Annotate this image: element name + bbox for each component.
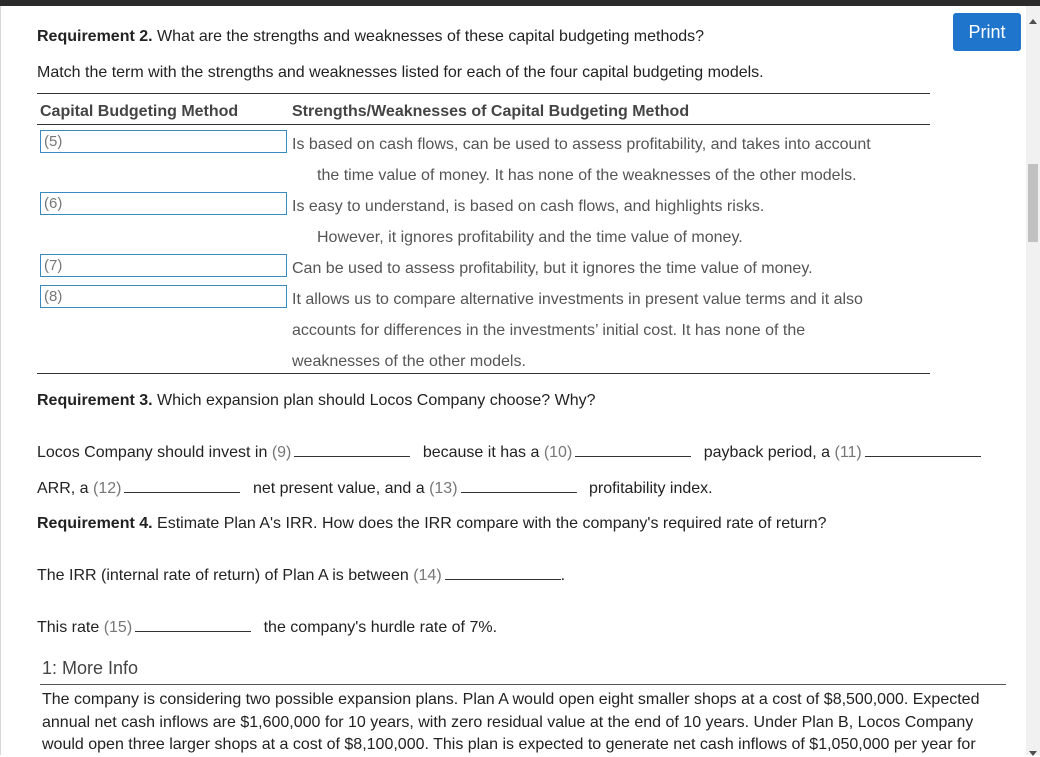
row8-desc-line3: weaknesses of the other models. [292, 353, 526, 370]
blank-label-12: (12) [93, 480, 122, 497]
answer-blank-10[interactable] [575, 442, 691, 457]
answer-blank-15[interactable] [135, 617, 251, 632]
method-select-6[interactable]: (6) [40, 192, 287, 215]
left-border [0, 6, 1, 755]
blank-label-11: (11) [834, 444, 862, 461]
scroll-thumb[interactable] [1028, 164, 1038, 242]
method-select-7[interactable]: (7) [40, 254, 287, 277]
req2-title: Requirement 2. [37, 28, 153, 45]
row8-desc-line1: It allows us to compare alternative investments in present value terms and it also [292, 291, 863, 308]
req2-question: What are the strengths and weaknesses of these capital budgeting methods? [157, 28, 705, 45]
req3-title: Requirement 3. [37, 392, 153, 409]
req3-sentence-line1 [37, 442, 989, 463]
row6-desc-line2: However, it ignores profitability and the time value of money. [317, 229, 743, 246]
req4-rate-text: This rate [37, 619, 100, 636]
req3-s5: net present value, and a [252, 480, 425, 497]
row5-desc-line2: the time value of money. It has none of the weaknesses of the other models. [317, 167, 857, 184]
req3-heading [37, 391, 596, 411]
more-info-rule [40, 684, 1006, 685]
req3-question: Which expansion plan should Locos Company choose? Why? [157, 392, 596, 409]
answer-blank-12[interactable] [124, 478, 240, 493]
req3-s6: profitability index. [588, 480, 713, 497]
req3-s3: payback period, a [703, 444, 831, 461]
req4-rate-line [37, 617, 497, 638]
method-select-5[interactable]: (5) [40, 130, 287, 153]
req3-s4: ARR, a [37, 480, 89, 497]
req4-heading [37, 514, 827, 534]
row7-desc-line1: Can be used to assess profitability, but it ignores the time value of money. [292, 260, 813, 277]
blank-label-14: (14) [413, 567, 442, 584]
req2-heading [37, 27, 704, 47]
more-info-title: 1: More Info [42, 658, 139, 678]
req4-question: Estimate Plan A's IRR. How does the IRR compare with the company's required rate of return? [157, 515, 827, 532]
header-rule [37, 124, 930, 125]
print-button[interactable]: Print [953, 13, 1021, 51]
method-select-8[interactable]: (8) [40, 285, 287, 308]
row6-desc-line1: Is easy to understand, is based on cash flows, and highlights risks. [292, 198, 765, 215]
req4-period: . [560, 567, 566, 584]
req4-hurdle-text: the company's hurdle rate of 7%. [263, 619, 498, 636]
col-header-method: Capital Budgeting Method [40, 103, 239, 120]
blank-label-10: (10) [543, 444, 573, 461]
more-info-body: The company is considering two possible expansion plans. Plan A would open eight smaller shops at a cost of $8,500,000. Expected annual net cash inflows are $1,600,000 for 10 years, with zero residual value at the end of 10 years. Under Plan B, Locos Company would open three larger shops at a cost of $8,100,000. This plan is expected to generate net cash inflows of $1,050,000 per year for [42, 691, 980, 753]
blank-label-15: (15) [103, 619, 133, 636]
vertical-scrollbar[interactable] [1026, 6, 1040, 755]
scroll-up-arrow-icon[interactable] [1029, 19, 1037, 24]
table-top-rule [37, 93, 930, 94]
row8-desc-line2: accounts for differences in the investments’ initial cost. It has none of the [292, 322, 806, 339]
req3-s2: because it has a [422, 444, 540, 461]
answer-blank-9[interactable] [294, 442, 410, 457]
table-bottom-rule [37, 373, 930, 374]
scroll-down-arrow-icon[interactable] [1029, 751, 1037, 756]
req2-instruction: Match the term with the strengths and weaknesses listed for each of the four capital budgeting models. [37, 64, 764, 81]
blank-label-13: (13) [429, 480, 458, 497]
blank-label-9: (9) [271, 444, 292, 461]
req3-sentence-line2 [37, 478, 713, 499]
req4-irr-line [37, 565, 565, 586]
row5-desc-line1: Is based on cash flows, can be used to assess profitability, and takes into account [292, 136, 871, 153]
col-header-strengths: Strengths/Weaknesses of Capital Budgeting Method [292, 103, 690, 120]
req3-s1: Locos Company should invest in [37, 444, 268, 461]
answer-blank-13[interactable] [461, 478, 577, 493]
window-top-bar [0, 0, 1040, 6]
req4-title: Requirement 4. [37, 515, 153, 532]
req4-irr-text: The IRR (internal rate of return) of Plan A is between [37, 567, 409, 584]
answer-blank-14[interactable] [445, 565, 561, 580]
answer-blank-11[interactable] [865, 442, 981, 457]
